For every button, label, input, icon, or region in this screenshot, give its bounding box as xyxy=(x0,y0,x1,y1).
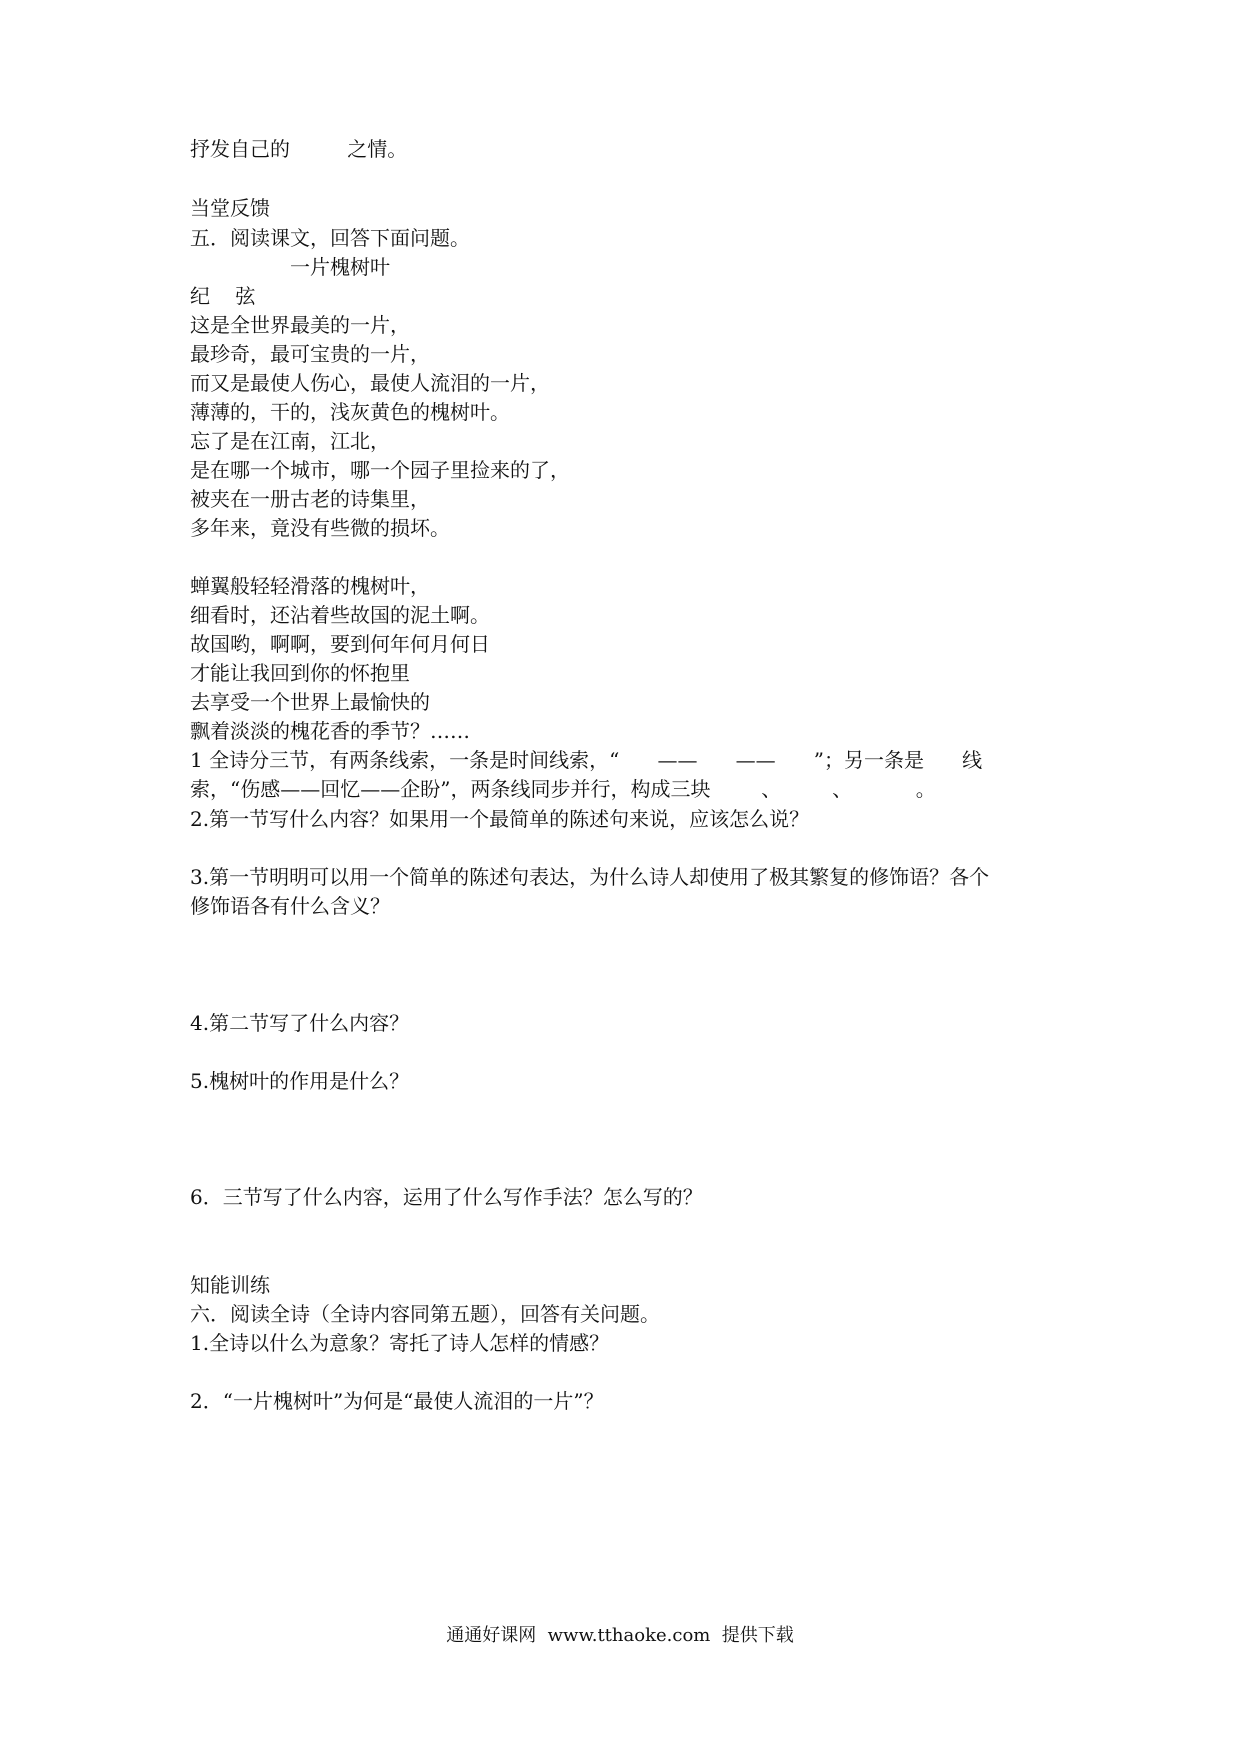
poem-author: 纪 弦 xyxy=(190,284,256,308)
section-heading: 知能训练 xyxy=(190,1273,270,1297)
poem-line: 故国哟，啊啊，要到何年何月何日 xyxy=(190,632,490,656)
poem-title: 一片槐树叶 xyxy=(290,255,390,279)
question-3: 3.第一节明明可以用一个简单的陈述句表达，为什么诗人却使用了极其繁复的修饰语？各个 xyxy=(190,865,990,889)
poem-line: 蝉翼般轻轻滑落的槐树叶， xyxy=(190,574,430,598)
question-4: 4.第二节写了什么内容？ xyxy=(190,1011,410,1035)
poem-line: 而又是最使人伤心，最使人流泪的一片， xyxy=(190,371,550,395)
section-heading: 当堂反馈 xyxy=(190,196,270,220)
question-1: 1 全诗分三节，有两条线索，一条是时间线索，“ —— —— ”；另一条是 线 xyxy=(190,748,983,772)
question-heading: 五．阅读课文，回答下面问题。 xyxy=(190,226,470,250)
question-3-cont: 修饰语各有什么含义？ xyxy=(190,894,390,918)
poem-line: 最珍奇，最可宝贵的一片， xyxy=(190,342,430,366)
exercise-1: 1.全诗以什么为意象？寄托了诗人怎样的情感？ xyxy=(190,1331,610,1355)
poem-line: 薄薄的，干的，浅灰黄色的槐树叶。 xyxy=(190,400,510,424)
poem-line: 是在哪一个城市，哪一个园子里捡来的了， xyxy=(190,458,570,482)
poem-line: 细看时，还沾着些故国的泥土啊。 xyxy=(190,603,490,627)
text-line: 抒发自己的 之情。 xyxy=(190,137,408,161)
poem-line: 多年来，竟没有些微的损坏。 xyxy=(190,516,450,540)
poem-line: 去享受一个世界上最愉快的 xyxy=(190,690,430,714)
question-5: 5.槐树叶的作用是什么？ xyxy=(190,1069,410,1093)
poem-line: 这是全世界最美的一片， xyxy=(190,313,410,337)
poem-line: 忘了是在江南，江北， xyxy=(190,429,390,453)
poem-line: 被夹在一册古老的诗集里， xyxy=(190,487,430,511)
question-6: 6．三节写了什么内容，运用了什么写作手法？怎么写的？ xyxy=(190,1185,703,1209)
page-footer: 通通好课网 www.tthaoke.com 提供下载 xyxy=(446,1625,794,1646)
exercise-2: 2．“一片槐树叶”为何是“最使人流泪的一片”？ xyxy=(190,1389,604,1413)
question-2: 2.第一节写什么内容？如果用一个最简单的陈述句来说，应该怎么说？ xyxy=(190,807,810,831)
question-1-cont: 索，“伤感——回忆——企盼”，两条线同步并行，构成三块 、 、 。 xyxy=(190,777,936,801)
question-heading: 六．阅读全诗（全诗内容同第五题），回答有关问题。 xyxy=(190,1302,660,1326)
poem-line: 飘着淡淡的槐花香的季节？…… xyxy=(190,719,470,743)
poem-line: 才能让我回到你的怀抱里 xyxy=(190,661,410,685)
